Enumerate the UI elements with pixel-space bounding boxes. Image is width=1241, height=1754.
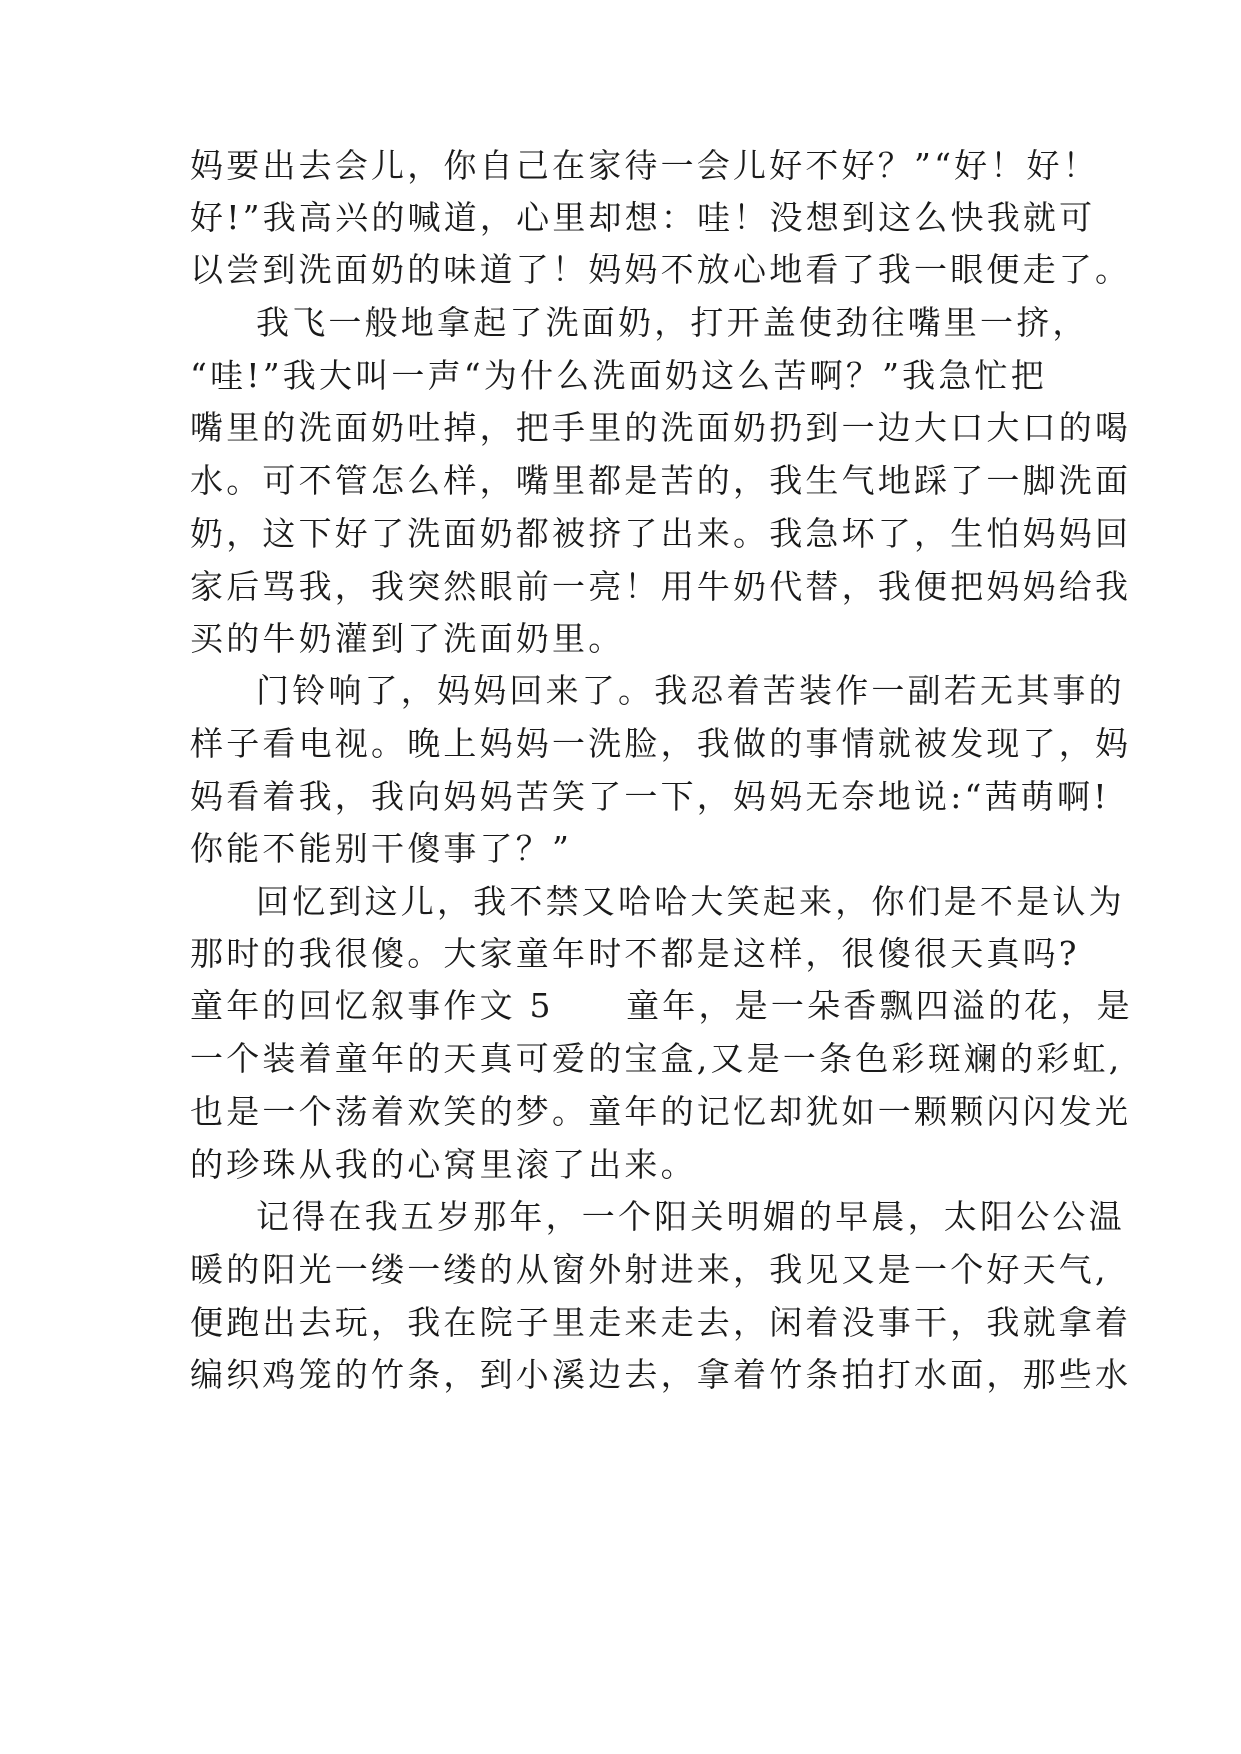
text-line: 嘴里的洗面奶吐掉，把手里的洗面奶扔到一边大口大口的喝 [190,408,1132,447]
text-line: “哇!”我大叫一声“为什么洗面奶这么苦啊？”我急忙把 [190,356,1047,395]
text-line: 也是一个荡着欢笑的梦。童年的记忆却犹如一颗颗闪闪发光 [190,1092,1132,1131]
text-line: 童年的回忆叙事作文 5 童年，是一朵香飘四溢的花，是 [190,986,1133,1025]
text-line: 水。可不管怎么样，嘴里都是苦的，我生气地踩了一脚洗面 [190,461,1132,500]
text-line: 妈要出去会儿，你自己在家待一会儿好不好？”“好！好！ [190,146,1099,185]
text-line: 妈看着我，我向妈妈苦笑了一下，妈妈无奈地说:“茜萌啊! [190,777,1110,816]
text-line: 暖的阳光一缕一缕的从窗外射进来，我见又是一个好天气, [190,1250,1109,1289]
text-line: 好!”我高兴的喊道，心里却想：哇！没想到这么快我就可 [190,198,1096,237]
text-line: 一个装着童年的天真可爱的宝盒,又是一条色彩斑斓的彩虹, [190,1039,1123,1078]
text-line: 便跑出去玩，我在院子里走来走去，闲着没事干，我就拿着 [190,1303,1132,1342]
text-line: 门铃响了，妈妈回来了。我忍着苦装作一副若无其事的 [256,671,1125,710]
text-line: 家后骂我，我突然眼前一亮！用牛奶代替，我便把妈妈给我 [190,567,1132,606]
text-line: 奶，这下好了洗面奶都被挤了出来。我急坏了，生怕妈妈回 [190,514,1132,553]
text-line: 的珍珠从我的心窝里滚了出来。 [190,1145,697,1184]
text-line: 我飞一般地拿起了洗面奶，打开盖使劲往嘴里一挤， [256,303,1089,342]
text-line: 你能不能别干傻事了？” [190,829,573,868]
text-line: 编织鸡笼的竹条，到小溪边去，拿着竹条拍打水面，那些水 [190,1355,1132,1394]
text-line: 以尝到洗面奶的味道了！妈妈不放心地看了我一眼便走了。 [190,250,1132,289]
text-line: 记得在我五岁那年，一个阳关明媚的早晨，太阳公公温 [256,1197,1125,1236]
text-line: 样子看电视。晚上妈妈一洗脸，我做的事情就被发现了，妈 [190,724,1132,763]
text-line: 那时的我很傻。大家童年时不都是这样，很傻很天真吗? [190,934,1080,973]
text-line: 买的牛奶灌到了洗面奶里。 [190,619,625,658]
text-line: 回忆到这儿，我不禁又哈哈大笑起来，你们是不是认为 [256,882,1125,921]
